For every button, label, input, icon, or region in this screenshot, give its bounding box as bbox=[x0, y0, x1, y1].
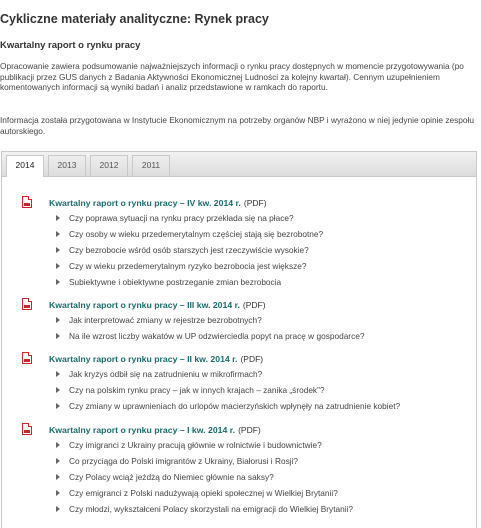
arrow-right-icon bbox=[56, 371, 60, 377]
pdf-icon bbox=[22, 352, 32, 364]
pdf-suffix: (PDF) bbox=[243, 198, 267, 208]
arrow-right-icon bbox=[56, 215, 60, 221]
report-link[interactable]: Kwartalny raport o rynku pracy – IV kw. 2014 r. (PDF) bbox=[49, 198, 267, 208]
year-tabs-panel: 2014 2013 2012 2011 Kwartalny raport o rynku pracy – IV kw. 2014 r. (PDF) Czy poprawa sytuacji na rynku pracy przekłada się na płace? Czy osoby w wieku przedemerytalnym częściej stają się bezrobotne? Czy bezrobocie wśród osób starszych jest rzeczywiście wysokie? Czy w wieku przedemerytalnym ryzyko bezrobocia jest większe? Subiektywne i obiektywne postrzeganie zmian bezrobocia Kwartalny raport o rynku pracy – III kw. 2014 r. (PDF) Jak interpretować zmiany w rejestrze bezrobotnych? Na ile wzrost liczby wakatów w UP odzwierciedla popyt na pracę w gospodarce? Kwartalny raport o rynku pracy – II kw. 2014 r. (PDF) Jak kryzys odbił się na zatrudnieniu w mikrofirmach? Czy na polskim rynku pracy – jak w innych krajach – zanika „środek”? Czy zmiany w uprawnieniach do urlopów macierzyńskich wpłynęły na zatrudnienie kobiet? Kwartalny raport o rynku pracy – I kw. 2014 r. (PDF) Czy imigranci z Ukrainy pracują głównie w rolnictwie i budownictwie? Co przyciąga do Polski imigrantów z Ukrainy, Białorusi i Rosji? Czy Polacy wciąż jeżdżą do Niemiec głównie na saksy? Czy emigranci z Polski nadużywają opieki społecznej w Wielkiej Brytanii? Czy młodzi, wykształceni Polacy skorzystali na emigracji do Wielkiej Brytanii? bbox=[1, 151, 477, 528]
pdf-icon bbox=[22, 298, 32, 310]
arrow-right-icon bbox=[56, 279, 60, 285]
tab-2012[interactable]: 2012 bbox=[90, 155, 128, 176]
report-link[interactable]: Kwartalny raport o rynku pracy – II kw. 2014 r. (PDF) bbox=[49, 354, 264, 364]
arrow-right-icon bbox=[56, 317, 60, 323]
arrow-right-icon bbox=[56, 247, 60, 253]
pdf-suffix: (PDF) bbox=[242, 300, 266, 310]
intro-paragraph: Opracowanie zawiera podsumowanie najważniejszych informacji o rynku pracy dostępnych w momencie przygotowywania (po publikacji przez GUS danych z Badania Aktywności Ekonomicznej Ludności za kolejny kwartał). Cennym uzupełnieniem komentowanych informacji są wyniki badań i analiz przedstawione w ramkach do raportu. bbox=[0, 61, 464, 93]
arrow-right-icon bbox=[56, 263, 60, 269]
arrow-right-icon bbox=[56, 458, 60, 464]
report-link[interactable]: Kwartalny raport o rynku pracy – I kw. 2014 r. (PDF) bbox=[49, 425, 261, 435]
arrow-right-icon bbox=[56, 333, 60, 339]
report-link[interactable]: Kwartalny raport o rynku pracy – III kw. 2014 r. (PDF) bbox=[49, 300, 266, 310]
pdf-suffix: (PDF) bbox=[238, 425, 261, 435]
tab-2014[interactable]: 2014 bbox=[6, 155, 44, 177]
tab-2013[interactable]: 2013 bbox=[48, 155, 86, 176]
tabs-bar bbox=[2, 152, 476, 177]
pdf-icon bbox=[22, 196, 32, 208]
arrow-right-icon bbox=[56, 387, 60, 393]
arrow-right-icon bbox=[56, 490, 60, 496]
tab-2011[interactable]: 2011 bbox=[132, 155, 170, 176]
arrow-right-icon bbox=[56, 442, 60, 448]
arrow-right-icon bbox=[56, 231, 60, 237]
pdf-suffix: (PDF) bbox=[240, 354, 264, 364]
disclaimer-paragraph: Informacja została przygotowana w Instytucie Ekonomicznym na potrzeby organów NBP i wyrażono w niej jedynie opinie zespołu autorskiego. bbox=[0, 115, 474, 136]
arrow-right-icon bbox=[56, 474, 60, 480]
section-subtitle: Kwartalny raport o rynku pracy bbox=[0, 40, 141, 51]
page-title: Cykliczne materiały analityczne: Rynek pracy bbox=[0, 12, 269, 26]
arrow-right-icon bbox=[56, 403, 60, 409]
arrow-right-icon bbox=[56, 506, 60, 512]
pdf-icon bbox=[22, 423, 32, 435]
